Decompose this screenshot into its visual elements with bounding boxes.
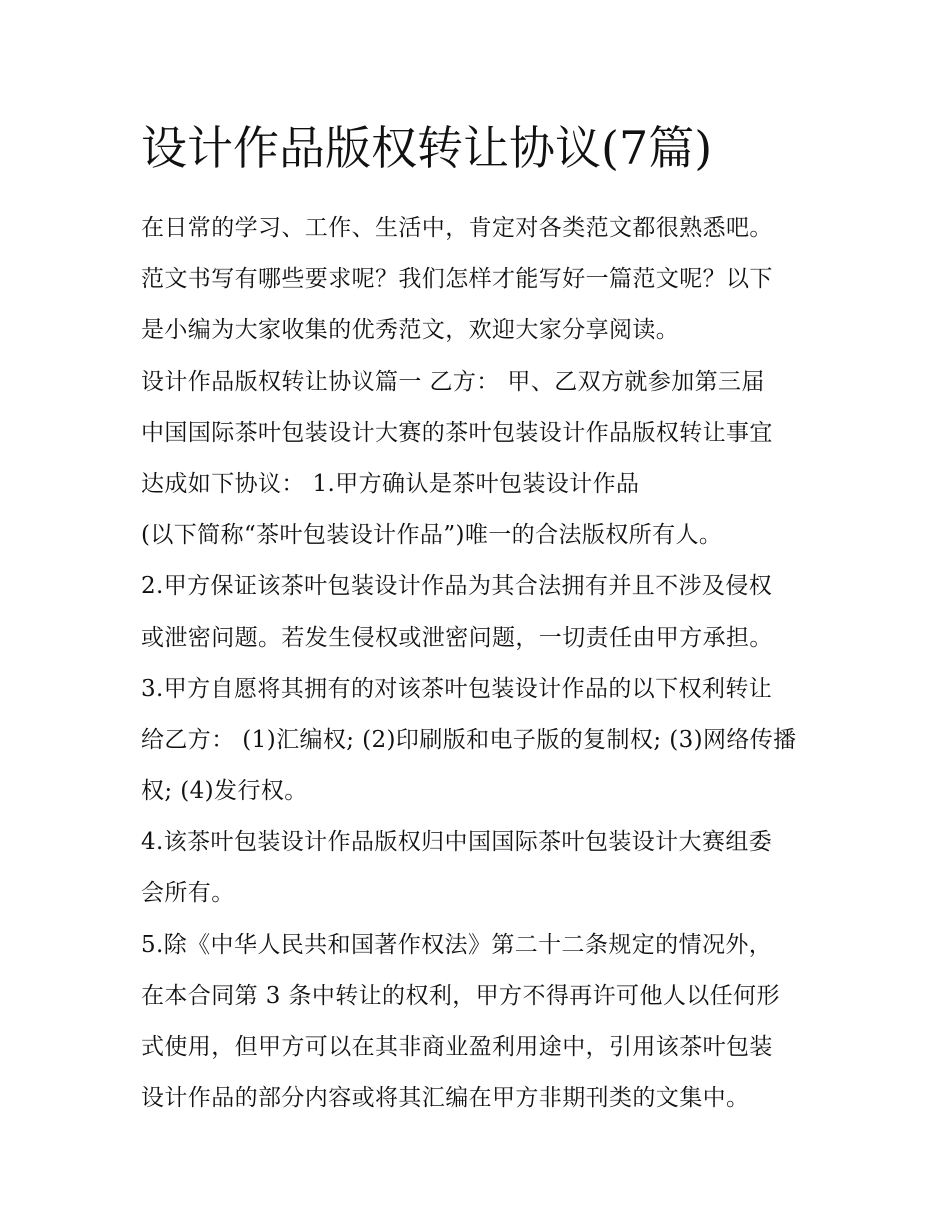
body-line: (以下简称“茶叶包装设计作品”)唯一的合法版权所有人。: [141, 522, 723, 549]
body-line: 设计作品的部分内容或将其汇编在甲方非期刊类的文集中。: [141, 1085, 750, 1112]
body-line: 2.甲方保证该茶叶包装设计作品为其合法拥有并且不涉及侵权: [141, 573, 773, 600]
body-line: 5.除《中华人民共和国著作权法》第二十二条规定的情况外，: [141, 931, 773, 958]
body-line: 会所有。: [141, 880, 235, 907]
body-line: 权; (4)发行权。: [141, 778, 308, 805]
body-line: 是小编为大家收集的优秀范文，欢迎大家分享阅读。: [141, 317, 680, 344]
body-line: 或泄密问题。若发生侵权或泄密问题，一切责任由甲方承担。: [141, 624, 773, 651]
body-line: 4.该茶叶包装设计作品版权归中国国际茶叶包装设计大赛组委: [141, 829, 773, 856]
document-title: 设计作品版权转让协议(7篇): [141, 121, 713, 175]
document-body: [141, 203, 821, 1124]
body-line: 在日常的学习、工作、生活中，肯定对各类范文都很熟悉吧。: [141, 215, 773, 241]
body-line: 给乙方： (1)汇编权; (2)印刷版和电子版的复制权; (3)网络传播: [141, 726, 797, 753]
body-line: 在本合同第 3 条中转让的权利，甲方不得再许可他人以任何形: [141, 982, 780, 1009]
body-line: 范文书写有哪些要求呢？我们怎样才能写好一篇范文呢？以下: [141, 266, 773, 293]
body-line: 设计作品版权转让协议篇一 乙方： 甲、乙双方就参加第三届: [141, 368, 765, 395]
body-line: 达成如下协议： 1.甲方确认是茶叶包装设计作品: [141, 470, 640, 497]
body-line: 中国国际茶叶包装设计大赛的茶叶包装设计作品版权转让事宜: [141, 419, 773, 446]
body-line: 3.甲方自愿将其拥有的对该茶叶包装设计作品的以下权利转让: [141, 675, 773, 702]
body-line: 式使用，但甲方可以在其非商业盈利用途中，引用该茶叶包装: [141, 1034, 773, 1060]
